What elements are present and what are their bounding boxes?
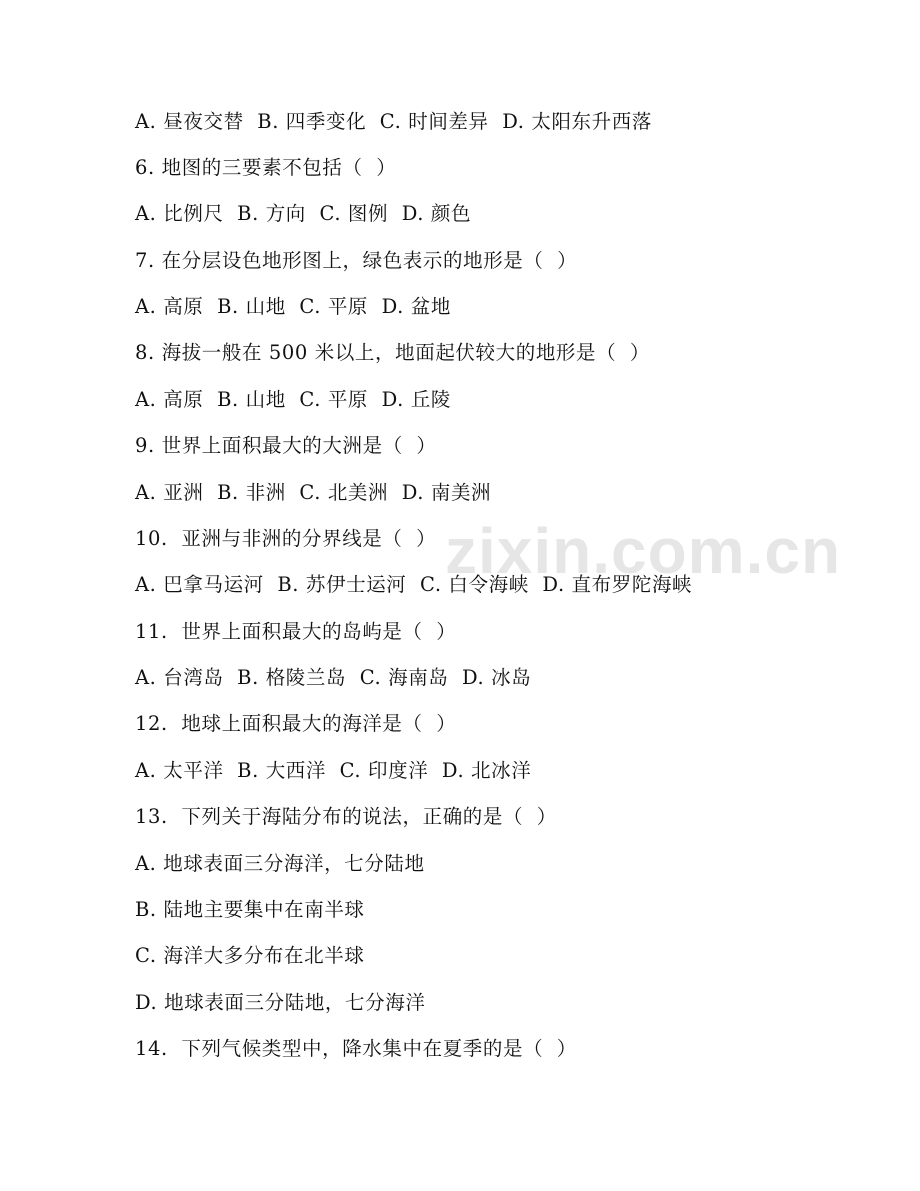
question-12: 12. 地球上面积最大的海洋是（ ） (135, 712, 457, 735)
question-9: 9. 世界上面积最大的大洲是（ ） (135, 434, 437, 457)
option-line-q10: A. 巴拿马运河 B. 苏伊士运河 C. 白令海峡 D. 直布罗陀海峡 (135, 573, 693, 596)
option-line-q12: A. 太平洋 B. 大西洋 C. 印度洋 D. 北冰洋 (135, 759, 532, 782)
option-line-q8: A. 高原 B. 山地 C. 平原 D. 丘陵 (135, 388, 451, 411)
question-6: 6. 地图的三要素不包括（ ） (135, 156, 397, 179)
question-11: 11. 世界上面积最大的岛屿是（ ） (135, 620, 457, 643)
question-8: 8. 海拔一般在 500 米以上，地面起伏较大的地形是（ ） (135, 341, 650, 364)
question-13: 13. 下列关于海陆分布的说法，正确的是（ ） (135, 805, 557, 828)
option-line-q7: A. 高原 B. 山地 C. 平原 D. 盆地 (135, 295, 451, 318)
option-line-q6: A. 比例尺 B. 方向 C. 图例 D. 颜色 (135, 202, 472, 225)
question-7: 7. 在分层设色地形图上，绿色表示的地形是（ ） (135, 249, 578, 272)
option-q13-c: C. 海洋大多分布在北半球 (135, 944, 365, 967)
option-line-q9: A. 亚洲 B. 非洲 C. 北美洲 D. 南美洲 (135, 481, 492, 504)
option-line-q11: A. 台湾岛 B. 格陵兰岛 C. 海南岛 D. 冰岛 (135, 666, 532, 689)
question-10: 10. 亚洲与非洲的分界线是（ ） (135, 527, 437, 550)
question-14: 14. 下列气候类型中，降水集中在夏季的是（ ） (135, 1037, 577, 1060)
option-q13-b: B. 陆地主要集中在南半球 (135, 898, 365, 921)
option-q13-a: A. 地球表面三分海洋，七分陆地 (135, 852, 425, 875)
watermark: zixin.com.cn (445, 515, 842, 587)
option-q13-d: D. 地球表面三分陆地，七分海洋 (135, 991, 426, 1014)
option-line-q5: A. 昼夜交替 B. 四季变化 C. 时间差异 D. 太阳东升西落 (135, 110, 652, 133)
